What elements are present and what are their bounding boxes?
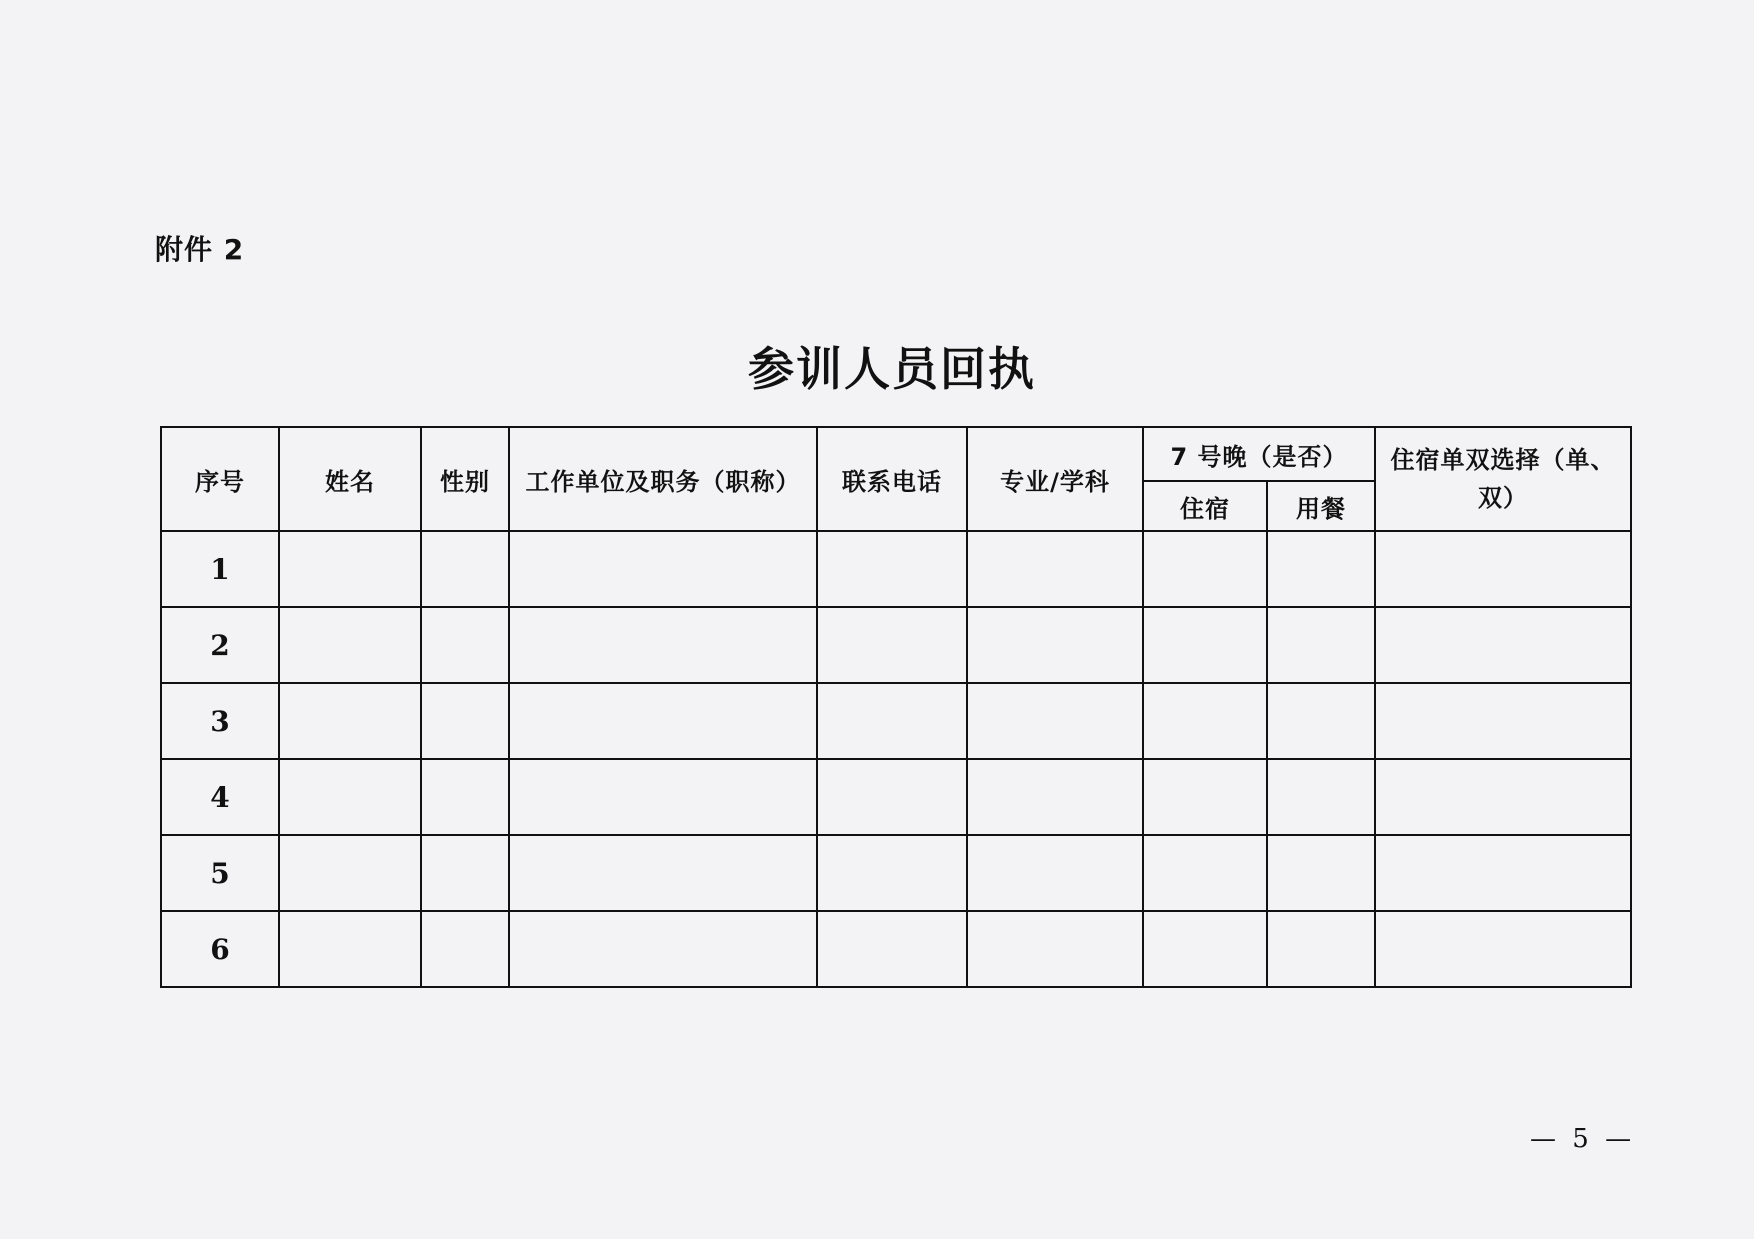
cell-major[interactable] <box>967 911 1143 987</box>
cell-gender[interactable] <box>421 607 509 683</box>
cell-work-unit[interactable] <box>509 607 817 683</box>
header-evening-group: 7 号晚（是否） <box>1143 427 1375 481</box>
cell-major[interactable] <box>967 607 1143 683</box>
cell-room-choice[interactable] <box>1375 683 1631 759</box>
page-number: — 5 — <box>1530 1124 1636 1154</box>
cell-meal[interactable] <box>1267 835 1375 911</box>
header-name: 姓名 <box>279 427 421 531</box>
cell-meal[interactable] <box>1267 911 1375 987</box>
table-header-row <box>161 427 1631 481</box>
row-seq: 6 <box>161 911 279 987</box>
cell-name[interactable] <box>279 911 421 987</box>
cell-accommodation[interactable] <box>1143 759 1267 835</box>
cell-gender[interactable] <box>421 759 509 835</box>
cell-meal[interactable] <box>1267 683 1375 759</box>
cell-accommodation[interactable] <box>1143 683 1267 759</box>
table-row <box>161 607 1631 683</box>
cell-major[interactable] <box>967 683 1143 759</box>
cell-phone[interactable] <box>817 759 967 835</box>
cell-phone[interactable] <box>817 911 967 987</box>
cell-work-unit[interactable] <box>509 683 817 759</box>
cell-work-unit[interactable] <box>509 911 817 987</box>
cell-phone[interactable] <box>817 607 967 683</box>
header-seq: 序号 <box>161 427 279 531</box>
page-title: 参训人员回执 <box>748 342 1036 396</box>
cell-gender[interactable] <box>421 911 509 987</box>
registration-table <box>160 426 1632 988</box>
table-row <box>161 531 1631 607</box>
cell-accommodation[interactable] <box>1143 911 1267 987</box>
header-gender: 性别 <box>421 427 509 531</box>
cell-room-choice[interactable] <box>1375 911 1631 987</box>
header-phone: 联系电话 <box>817 427 967 531</box>
cell-room-choice[interactable] <box>1375 759 1631 835</box>
cell-accommodation[interactable] <box>1143 835 1267 911</box>
cell-name[interactable] <box>279 531 421 607</box>
cell-phone[interactable] <box>817 835 967 911</box>
cell-room-choice[interactable] <box>1375 531 1631 607</box>
cell-work-unit[interactable] <box>509 835 817 911</box>
cell-room-choice[interactable] <box>1375 607 1631 683</box>
row-seq: 2 <box>161 607 279 683</box>
cell-phone[interactable] <box>817 683 967 759</box>
cell-gender[interactable] <box>421 683 509 759</box>
cell-meal[interactable] <box>1267 607 1375 683</box>
cell-accommodation[interactable] <box>1143 531 1267 607</box>
cell-work-unit[interactable] <box>509 531 817 607</box>
attachment-label: 附件 2 <box>155 233 245 266</box>
header-room-choice: 住宿单双选择（单、双） <box>1375 427 1631 531</box>
cell-gender[interactable] <box>421 835 509 911</box>
header-major: 专业/学科 <box>967 427 1143 531</box>
cell-name[interactable] <box>279 683 421 759</box>
cell-name[interactable] <box>279 607 421 683</box>
cell-major[interactable] <box>967 531 1143 607</box>
cell-work-unit[interactable] <box>509 759 817 835</box>
table-row <box>161 835 1631 911</box>
cell-phone[interactable] <box>817 531 967 607</box>
header-meal: 用餐 <box>1267 481 1375 531</box>
header-accommodation: 住宿 <box>1143 481 1267 531</box>
header-work-unit: 工作单位及职务（职称） <box>509 427 817 531</box>
cell-major[interactable] <box>967 759 1143 835</box>
cell-name[interactable] <box>279 835 421 911</box>
row-seq: 3 <box>161 683 279 759</box>
table-row <box>161 759 1631 835</box>
cell-meal[interactable] <box>1267 531 1375 607</box>
cell-meal[interactable] <box>1267 759 1375 835</box>
cell-name[interactable] <box>279 759 421 835</box>
table-row <box>161 683 1631 759</box>
row-seq: 1 <box>161 531 279 607</box>
table-row <box>161 911 1631 987</box>
row-seq: 5 <box>161 835 279 911</box>
cell-accommodation[interactable] <box>1143 607 1267 683</box>
cell-room-choice[interactable] <box>1375 835 1631 911</box>
cell-gender[interactable] <box>421 531 509 607</box>
cell-major[interactable] <box>967 835 1143 911</box>
row-seq: 4 <box>161 759 279 835</box>
